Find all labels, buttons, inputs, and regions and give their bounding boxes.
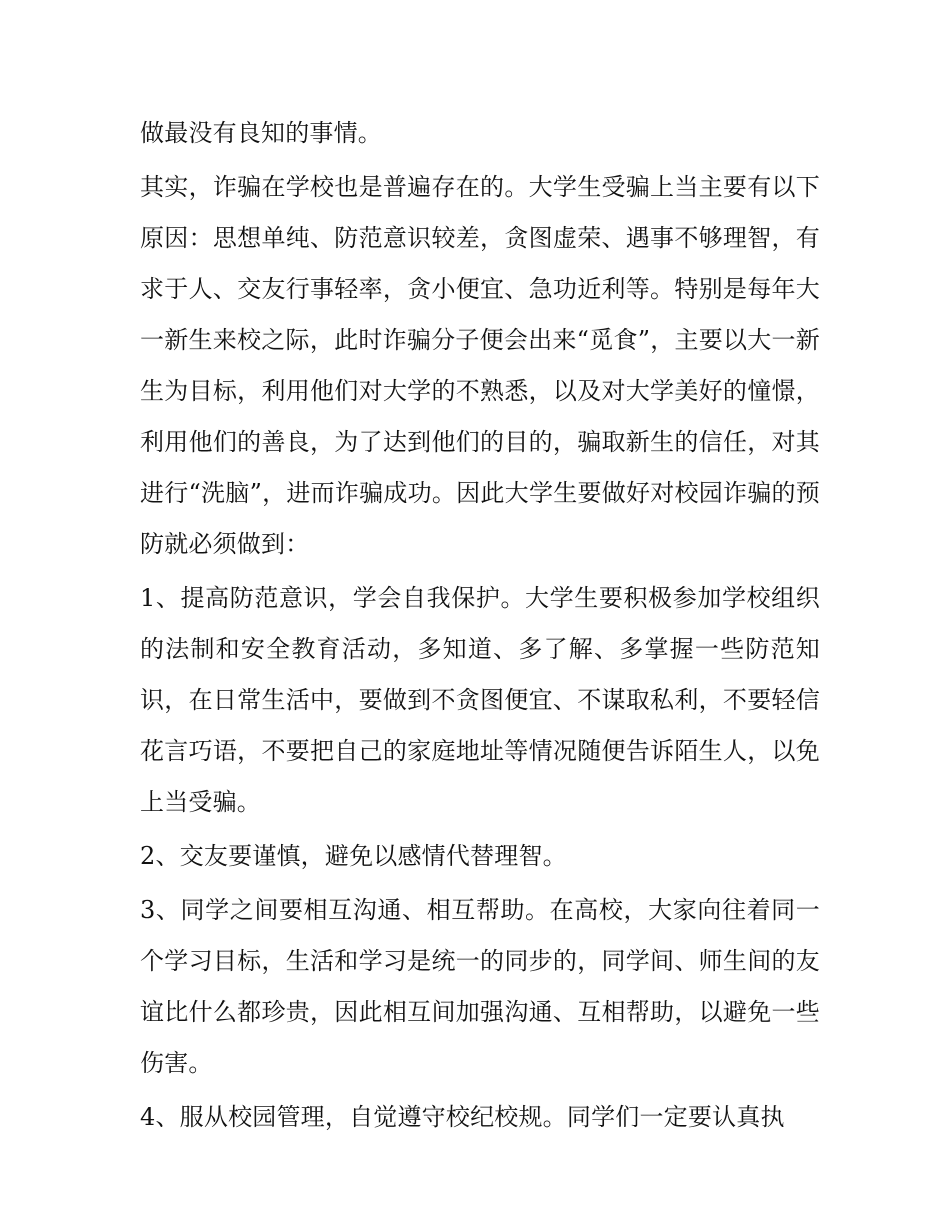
paragraph-item-4: 4、服从校园管理，自觉遵守校纪校规。同学们一定要认真执 [140,1103,785,1131]
paragraph-fraud-causes: 其实，诈骗在学校也是普遍存在的。大学生受骗上当主要有以下原因：思想单纯、防范意识较差，贪图虚荣、遇事不够理智，有求于人、交友行事轻率，贪小便宜、急功近利等。特别是每年大一新生来校之际，此时诈骗分子便会出来“觅食”，主要以大一新生为目标，利用他们对大学的不熟悉，以及对大学美好的憧憬，利用他们的善良，为了达到他们的目的，骗取新生的信任，对其进行“洗脑”，进而诈骗成功。因此大学生要做好对校园诈骗的预防就必须做到： [140,173,820,558]
paragraph-item-1: 1、提高防范意识，学会自我保护。大学生要积极参加学校组织的法制和安全教育活动，多知道、多了解、多掌握一些防范知识，在日常生活中，要做到不贪图便宜、不谋取私利，不要轻信花言巧语，不要把自己的家庭地址等情况随便告诉陌生人，以免上当受骗。 [140,584,820,816]
paragraph-item-3: 3、同学之间要相互沟通、相互帮助。在高校，大家向往着同一个学习目标，生活和学习是统一的同步的，同学间、师生间的友谊比什么都珍贵，因此相互间加强沟通、互相帮助，以避免一些伤害。 [140,896,820,1077]
paragraph-continuation: 做最没有良知的事情。 [140,119,382,147]
document-body [140,108,820,1146]
paragraph-item-2: 2、交友要谨慎，避免以感情代替理智。 [140,842,567,870]
